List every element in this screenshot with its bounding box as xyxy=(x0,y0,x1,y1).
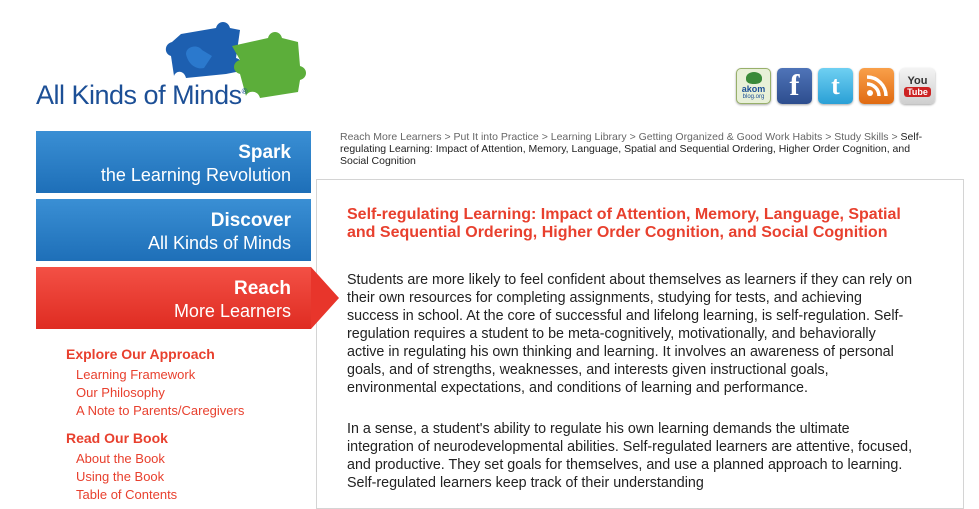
breadcrumb-link[interactable]: Getting Organized & Good Work Habits xyxy=(638,131,823,143)
site-logo[interactable] xyxy=(36,16,336,116)
akom-blog-icon[interactable]: akom blog.org xyxy=(736,68,771,104)
breadcrumb-link[interactable]: Reach More Learners xyxy=(340,131,442,143)
nav-reach-active[interactable]: Reach More Learners xyxy=(36,267,311,329)
breadcrumb-current: Self-regulating Learning: Impact of Attention, Memory, Language, Spatial and Sequential Ordering, Higher Order Cognition, and Social Cognition xyxy=(340,131,923,167)
subnav-heading-explore[interactable]: Explore Our Approach xyxy=(66,346,215,362)
subnav-link-learning-framework[interactable]: Learning Framework xyxy=(76,367,196,382)
subnav-link-note-to-parents[interactable]: A Note to Parents/Caregivers xyxy=(76,403,245,418)
akom-figure-icon xyxy=(746,72,762,84)
rss-icon[interactable] xyxy=(859,68,894,104)
subnav-heading-book[interactable]: Read Our Book xyxy=(66,430,168,446)
article-panel xyxy=(316,179,964,509)
subnav-link-our-philosophy[interactable]: Our Philosophy xyxy=(76,385,165,400)
nav-spark[interactable]: Spark the Learning Revolution xyxy=(36,131,311,193)
subnav-link-table-of-contents[interactable]: Table of Contents xyxy=(76,487,178,502)
twitter-icon[interactable]: t xyxy=(818,68,853,104)
breadcrumb-link[interactable]: Learning Library xyxy=(550,131,627,143)
breadcrumb-link[interactable]: Study Skills xyxy=(834,131,889,143)
subnav-link-about-book[interactable]: About the Book xyxy=(76,451,165,466)
article-title: Self-regulating Learning: Impact of Attention, Memory, Language, Spatial and Sequential Ordering, Higher Order Cognition, and Social Cognition xyxy=(347,206,901,241)
nav-discover[interactable]: Discover All Kinds of Minds xyxy=(36,199,311,261)
active-nav-arrow xyxy=(311,267,339,329)
facebook-icon[interactable]: f xyxy=(777,68,812,104)
article-paragraph: Students are more likely to feel confident about themselves as learners if they can rely on their own resources for completing assignments, studying for tests, and achieving success in school. At the core of successful and lifelong learning, is self-regulation. Self-regulation requires a student to be meta-cognitively, motivationally, and behaviorally active in regulating his own thinking and learning. It involves an awareness of personal goals, and of strengths, weaknesses, and interests given instructional goals, environmental expectations, and conditions of learning and performance. xyxy=(347,272,913,396)
breadcrumb: Reach More Learners > Put It into Practice > Learning Library > Getting Organized & Good Work Habits > Study Skills > Self-regulating Learning: Impact of Attention, Memory, Language, Spatial and Sequential Ordering, Higher Order Cognition, and Social Cognition xyxy=(340,131,923,167)
youtube-icon[interactable]: You Tube xyxy=(900,68,935,104)
breadcrumb-link[interactable]: Put It into Practice xyxy=(453,131,539,143)
article-paragraph: In a sense, a student's ability to regulate his own learning demands the ultimate integration of neurodevelopmental abilities. Self-regulated learners are attentive, focused, and productive. They set goals for themselves, and use a planned approach to learning. Self-regulated learners keep track of their understanding xyxy=(347,421,913,491)
subnav-link-using-book[interactable]: Using the Book xyxy=(76,469,165,484)
logo-wordmark: All Kinds of Minds® xyxy=(36,80,247,110)
